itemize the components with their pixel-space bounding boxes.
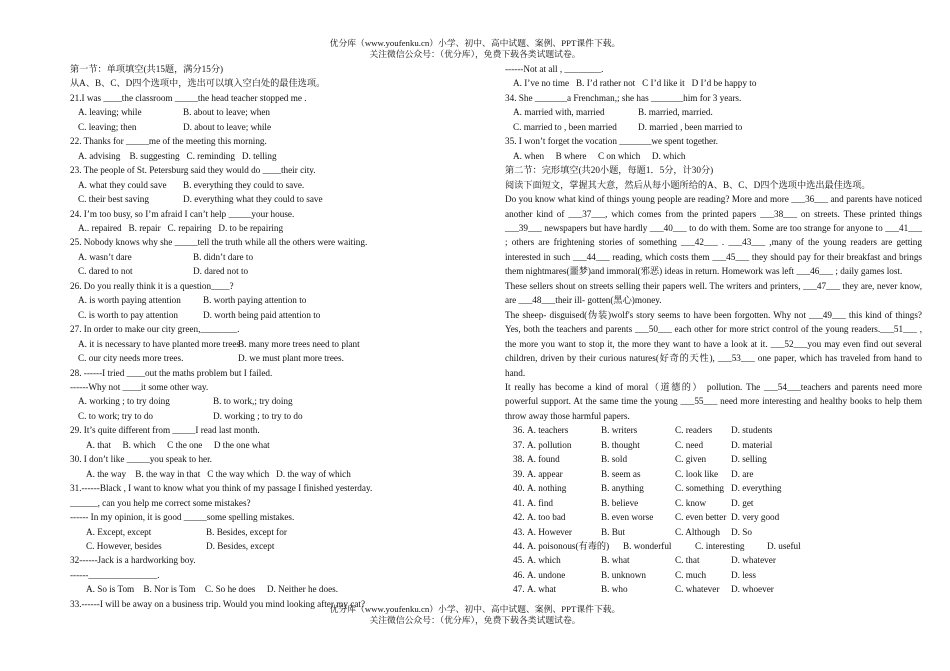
option: B. But: [601, 526, 625, 537]
option: D. are: [731, 468, 754, 479]
cloze-option-row: [505, 539, 922, 553]
question-34-options-ab: [505, 105, 922, 119]
question-25: 25. Nobody knows why she _____tell the truth while all the others were waiting.: [70, 237, 368, 248]
option: D. less: [731, 569, 757, 580]
question-28-options-ab: [70, 394, 450, 408]
cloze-option-row: [505, 481, 922, 495]
option-number: 40.: [513, 483, 525, 494]
question-21-options-ab: [70, 105, 450, 119]
cloze-paragraph-3: The sheep- disguised(伪装)wolf's story seems to have been forgotten. Why not ___49___ this kind of things? Yes, both the teachers and parents ___50___ each other for more strict control of the young readers.___51___ , the more you want to stop it, the more they want to have a look at it. ___52___you may even find out several children, driven by their curious natures(好奇的天性), ___53___ one paper, which has traveled from hand to hand.: [505, 309, 922, 378]
question-26-options-cd: [70, 308, 450, 322]
question-24: 24. I’m too busy, so I’m afraid I can’t help _____your house.: [70, 208, 295, 219]
cloze-option-row: [505, 438, 922, 452]
right-column: [505, 62, 922, 597]
header-line-2: 关注微信公众号：（优分库），免费下载各类试题试卷。: [369, 48, 581, 59]
option-number: 43.: [513, 526, 525, 537]
question-32-reply: ------_______________.: [70, 569, 160, 580]
question-33: 33.------I will be away on a business trip. Would you mind looking after my cat?: [70, 598, 366, 609]
option: A. leaving; while: [78, 107, 142, 118]
option: A. Except, except: [86, 526, 152, 537]
option: D. material: [731, 439, 773, 450]
option: C. interesting: [695, 540, 745, 551]
option: A. wasn’t dare: [78, 251, 132, 262]
option: D. about to leave; while: [183, 121, 272, 132]
option: D. everything: [731, 483, 782, 494]
question-25-options-ab: [70, 250, 450, 264]
cloze-option-row: [505, 568, 922, 582]
option: D. very good: [731, 512, 780, 523]
option-number: 37.: [513, 439, 525, 450]
option: C. that: [675, 555, 700, 566]
option: B. married, married.: [638, 107, 713, 118]
option: D. Besides, except: [206, 540, 275, 551]
section-1-instructions: 从A、B、C、D四个选项中，选出可以填入空白处的最佳选项。: [70, 78, 326, 89]
option-number: 38.: [513, 454, 525, 465]
option: C. married to , been married: [513, 121, 617, 132]
left-column: [70, 62, 450, 611]
question-32-options: A. So is Tom B. Nor is Tom C. So he does D. Neither he does.: [86, 584, 339, 595]
question-31-continued: ______, can you help me correct some mistakes?: [70, 497, 251, 508]
option: A. poisonous(有毒的): [527, 540, 610, 551]
question-26: 26. Do you really think it is a question____?: [70, 280, 234, 291]
question-23-options-ab: [70, 178, 450, 192]
footer-line-1: 优分库（www.youfenku.cn）小学、初中、高中试题、案例、PPT课件下载。: [329, 604, 621, 614]
option: A. is worth paying attention: [78, 295, 181, 306]
cloze-option-row: [505, 525, 922, 539]
option: D. married , been married to: [638, 121, 743, 132]
cloze-paragraph-4: It really has become a kind of moral（道德的） pollution. The ___54___teachers and parents need more powerful support. At the same time the young ___55___ need more interesting and healthy books to help them throw away those harmful papers.: [505, 381, 922, 421]
option-number: 47.: [513, 584, 525, 595]
option: B. sold: [601, 454, 628, 465]
section-2-instructions: 阅读下面短文，掌握其大意，然后从每小题所给的A、B、C、D四个选项中选出最佳选项。: [505, 179, 871, 190]
option: C. look like: [675, 468, 719, 479]
question-23-options-cd: [70, 192, 450, 206]
option: B. even worse: [601, 512, 654, 523]
option: D. get: [731, 497, 754, 508]
option: C. leaving; then: [78, 121, 137, 132]
question-30: 30. I don’t like _____you speak to her.: [70, 454, 212, 465]
cloze-option-row: [505, 452, 922, 466]
option: D. worth being paid attention to: [203, 309, 321, 320]
option-number: 41.: [513, 497, 525, 508]
cloze-option-row: [505, 467, 922, 481]
option: A. working ; to try doing: [78, 396, 170, 407]
option-number: 46.: [513, 569, 525, 580]
question-31-options-ab: [70, 525, 450, 539]
option: A. teachers: [527, 425, 569, 436]
question-27-options-ab: [70, 337, 450, 351]
question-31-options-cd: [70, 539, 450, 553]
option-number: 45.: [513, 555, 525, 566]
option: B. wonderful: [623, 540, 672, 551]
question-24-options: A.. repaired B. repair C. repairing D. to be repairing: [78, 222, 284, 233]
question-31-reply: ------ In my opinion, it is good _____some spelling mistakes.: [70, 512, 295, 523]
option: C. even better: [675, 512, 727, 523]
question-35-options: A. when B where C on which D. which: [513, 150, 686, 161]
cloze-option-row: [505, 553, 922, 567]
option: C. is worth to pay attention: [78, 309, 179, 320]
question-28: 28. ------I tried ____out the maths problem but I failed.: [70, 367, 273, 378]
question-27: 27. In order to make our city green,________.: [70, 324, 240, 335]
page-footer: [0, 604, 950, 625]
option: C. Although: [675, 526, 720, 537]
question-33-reply: ------Not at all , ________.: [505, 64, 604, 74]
cloze-options-list: [505, 423, 922, 596]
option: A. find: [527, 497, 554, 508]
option: A. appear: [527, 468, 563, 479]
question-29-options: A. that B. which C the one D the one what: [86, 439, 270, 450]
question-21-options-cd: [70, 120, 450, 134]
footer-line-2: 关注微信公众号：（优分库），免费下载各类试题试卷。: [369, 614, 581, 625]
option: C. much: [675, 569, 707, 580]
question-21: 21.I was ____the classroom _____the head teacher stopped me .: [70, 92, 307, 103]
question-22: 22. Thanks for _____me of the meeting this morning.: [70, 136, 267, 147]
option: B. to work,; try doing: [213, 396, 293, 407]
cloze-paragraph-2: These sellers shout on streets selling their papers well. The writers and printers, ___47___ they are, never know, are ___48___their ill- gotten(黑心)money.: [505, 280, 922, 306]
header-line-1: 优分库（www.youfenku.cn）小学、初中、高中试题、案例、PPT课件下载。: [329, 38, 621, 48]
option: B. about to leave; when: [183, 107, 271, 118]
option: C. readers: [675, 425, 713, 436]
option: A. what: [527, 584, 557, 595]
option: D. students: [731, 425, 773, 436]
question-31: 31.------Black , I want to know what you think of my passage I finished yesterday.: [70, 483, 373, 494]
page-header: [0, 38, 950, 59]
question-35: 35. I won’t forget the vocation _______we spent together.: [505, 136, 718, 147]
option: D. whoever: [731, 584, 774, 595]
option: D. dared not to: [193, 266, 249, 277]
option: B. who: [601, 584, 628, 595]
option: D. everything what they could to save: [183, 194, 323, 205]
option-number: 39.: [513, 468, 525, 479]
option: D. working ; to try to do: [213, 410, 303, 421]
section-1-title: 第一节：单项填空(共15题，满分15分): [70, 64, 224, 74]
question-26-options-ab: [70, 293, 450, 307]
option: C. their best saving: [78, 194, 149, 205]
question-25-options-cd: [70, 264, 450, 278]
option: B. writers: [601, 425, 638, 436]
question-23: 23. The people of St. Petersburg said they would do ____their city.: [70, 165, 316, 176]
option: D. useful: [767, 540, 801, 551]
option: A. which: [527, 555, 561, 566]
option: A. what they could save: [78, 179, 167, 190]
option: B. unknown: [601, 569, 646, 580]
option: B. worth paying attention to: [203, 295, 307, 306]
option-number: 44.: [513, 540, 525, 551]
question-22-options: A. advising B. suggesting C. reminding D. telling: [78, 150, 277, 161]
question-34-options-cd: [505, 120, 922, 134]
option-number: 42.: [513, 512, 525, 523]
option: A. found: [527, 454, 560, 465]
section-2-title: 第二节：完形填空(共20小题，每题1．5分，计30分): [505, 165, 714, 176]
option: D. whatever: [731, 555, 776, 566]
option: C. need: [675, 439, 704, 450]
option: D. we must plant more trees.: [238, 353, 344, 364]
option: C. dared to not: [78, 266, 133, 277]
option: C. to work; try to do: [78, 410, 154, 421]
option: B. many more trees need to plant: [238, 338, 360, 349]
cloze-option-row: [505, 582, 922, 596]
option: B. didn’t dare to: [193, 251, 254, 262]
option: B. what: [601, 555, 630, 566]
question-34: 34. She _______a Frenchman,; she has _______him for 3 years.: [505, 92, 742, 103]
option: B. believe: [601, 497, 639, 508]
option-number: 36.: [513, 425, 525, 436]
option: B. anything: [601, 483, 644, 494]
option: A. it is necessary to have planted more trees: [78, 338, 241, 349]
option: A. pollution: [527, 439, 572, 450]
cloze-option-row: [505, 496, 922, 510]
option: D. selling: [731, 454, 767, 465]
option: B. thought: [601, 439, 640, 450]
option: B. Besides, except for: [206, 526, 287, 537]
question-33-options: A. I’ve no time B. I’d rather not C I’d like it D I’d be happy to: [513, 78, 757, 89]
cloze-option-row: [505, 510, 922, 524]
option: A. However: [527, 526, 572, 537]
cloze-option-row: [505, 423, 922, 437]
option: D. So: [731, 526, 752, 537]
question-28-options-cd: [70, 409, 450, 423]
option: C. given: [675, 454, 707, 465]
question-28-reply: ------Why not ____it some other way.: [70, 381, 209, 392]
option: C. However, besides: [86, 540, 162, 551]
question-30-options: A. the way B. the way in that C the way which D. the way of which: [86, 468, 351, 479]
question-29: 29. It’s quite different from _____I read last month.: [70, 425, 260, 436]
option: B. everything they could to save.: [183, 179, 305, 190]
option: C. know: [675, 497, 707, 508]
option: C. something: [675, 483, 725, 494]
option: C. whatever: [675, 584, 720, 595]
cloze-paragraph-1: Do you know what kind of things young people are reading? More and more ___36___ and parents have noticed another kind of ___37___, which comes from the printed papers ___38___ on streets. These printed things ___39___ newspapers but have hardly ___40___ to do with them. Some are too strange for anyone to ___41___ ; others are frightening stories of something ___42___ . ___43___ ,many of the young readers are getting interested in such ___44___ reading, which costs them ___45___ they should pay for their breakfast and brings them nightmares(噩梦)and immoral(邪恶) ideas in return. Homework was left ___46___ ; daily games lost.: [505, 194, 922, 277]
option: C. our city needs more trees.: [78, 353, 184, 364]
option: A. nothing: [527, 483, 567, 494]
question-32: 32------Jack is a hardworking boy.: [70, 555, 196, 566]
option: B. seem as: [601, 468, 641, 479]
question-27-options-cd: [70, 351, 450, 365]
option: A. too bad: [527, 512, 566, 523]
option: A. married with, married: [513, 107, 605, 118]
option: A. undone: [527, 569, 566, 580]
